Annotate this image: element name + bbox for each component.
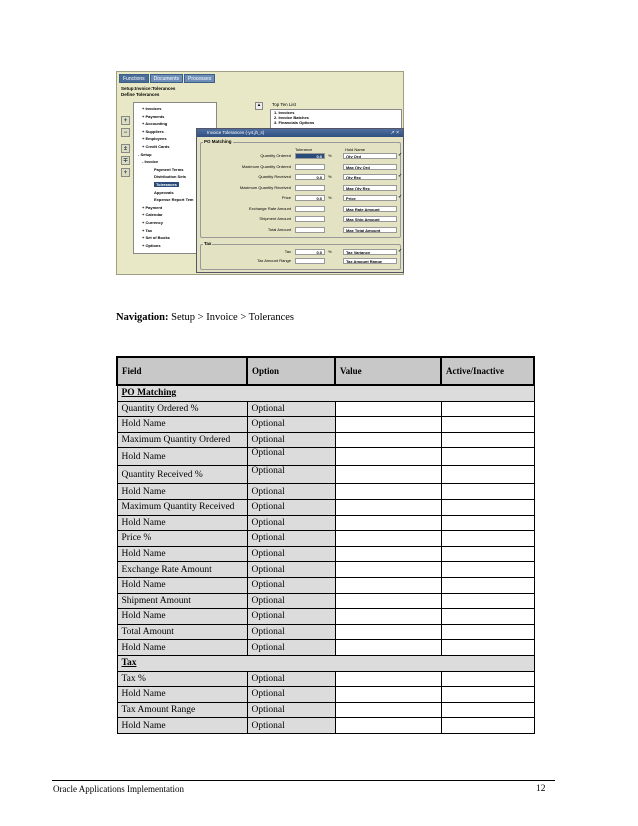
tree-item[interactable]: + Currency (142, 220, 164, 225)
field-label: Tax Amount Range (257, 258, 291, 263)
active-inactive-cell[interactable] (441, 609, 534, 625)
tree-item[interactable]: + Accounting (142, 121, 168, 127)
tree-item[interactable]: + Credit Cards (142, 144, 170, 149)
tolerances-table (116, 356, 535, 734)
tree-item[interactable]: + Options (142, 242, 161, 248)
page-number: 12 (536, 784, 546, 794)
hold-name-input[interactable]: Max Qty Rec (343, 185, 397, 191)
hold-name-input[interactable]: Qty Ord (343, 153, 397, 159)
value-cell[interactable] (335, 466, 441, 484)
hold-name-header: Hold Name (345, 147, 366, 152)
field-cell: Total Amount (117, 624, 247, 640)
field-cell: Hold Name (117, 448, 247, 466)
tab-documents[interactable]: Documents (150, 74, 183, 83)
active-inactive-cell[interactable] (441, 499, 534, 515)
option-cell: Optional (247, 417, 335, 433)
table-row (117, 484, 534, 500)
tolerance-input[interactable]: 0.0 (295, 195, 325, 201)
field-cell: Tax % (117, 671, 247, 687)
active-inactive-cell[interactable] (441, 718, 534, 734)
option-cell: Optional (247, 609, 335, 625)
active-inactive-cell[interactable] (441, 401, 534, 417)
check-icon[interactable]: ✓ (398, 194, 403, 200)
check-icon[interactable] (398, 227, 403, 232)
active-inactive-cell[interactable] (441, 624, 534, 640)
navigation-path: Setup > Invoice > Tolerances (171, 312, 295, 323)
tolerance-input[interactable]: 0.0 (295, 153, 325, 159)
value-cell[interactable] (335, 417, 441, 433)
percent-label: % (328, 174, 332, 179)
field-cell: Hold Name (117, 417, 247, 433)
active-inactive-cell[interactable] (441, 432, 534, 448)
field-label: Quantity Ordered (260, 153, 291, 158)
value-cell[interactable] (335, 687, 441, 703)
table-row (117, 531, 534, 547)
path-text: Setup:Invoice:Tolerances (121, 86, 176, 91)
field-cell: Hold Name (117, 640, 247, 656)
option-cell: Optional (247, 484, 335, 500)
table-row (117, 432, 534, 448)
field-label: Exchange Rate Amount (248, 205, 291, 211)
value-cell[interactable] (335, 515, 441, 531)
value-cell[interactable] (335, 577, 441, 593)
field-cell: Maximum Quantity Ordered (117, 432, 247, 448)
window-title-bar (197, 129, 403, 137)
option-cell: Optional (247, 562, 335, 578)
value-cell[interactable] (335, 546, 441, 562)
field-label: Tax (284, 249, 291, 254)
value-cell[interactable] (335, 718, 441, 734)
option-cell: Optional (247, 499, 335, 515)
active-inactive-cell[interactable] (441, 417, 534, 433)
tree-item[interactable]: + Invoices (142, 106, 162, 111)
hold-name-input[interactable]: Qty Rec (343, 174, 397, 180)
tree-item[interactable]: + Employees (142, 136, 167, 142)
table-row (117, 593, 534, 609)
tolerance-header: Tolerance (295, 147, 313, 152)
add-icon[interactable]: + (121, 168, 130, 177)
table-row (117, 401, 534, 417)
top-ten-item[interactable]: 3. Financials Options (274, 120, 315, 125)
tree-item[interactable]: Expense Report Tem (154, 197, 194, 203)
option-cell: Optional (247, 702, 335, 718)
collapse-all-icon[interactable]: ∓ (122, 158, 129, 164)
table-row (117, 417, 534, 433)
field-cell: Hold Name (117, 484, 247, 500)
table-row (117, 718, 534, 734)
field-label: Maximum Quantity Received (239, 184, 291, 190)
collapse-icon[interactable]: − (121, 128, 130, 137)
value-cell[interactable] (335, 484, 441, 500)
field-cell: Hold Name (117, 718, 247, 734)
option-cell: Optional (247, 671, 335, 687)
field-cell: Maximum Quantity Received (117, 499, 247, 515)
section-row-po-matching (117, 385, 534, 401)
field-cell: Shipment Amount (117, 593, 247, 609)
table-row (117, 624, 534, 640)
check-icon[interactable] (398, 164, 403, 169)
tax-group (200, 244, 401, 270)
active-inactive-cell[interactable] (441, 687, 534, 703)
option-cell: Optional (247, 401, 335, 417)
tree-item[interactable]: - Invoice (142, 159, 159, 165)
tolerance-input[interactable] (295, 185, 325, 191)
navigator-path (121, 86, 175, 98)
hold-name-input[interactable]: Tax Variance (343, 249, 397, 255)
tree-item[interactable]: Tolerances (156, 182, 177, 187)
table-row (117, 499, 534, 515)
value-cell[interactable] (335, 531, 441, 547)
option-cell: Optional (247, 687, 335, 703)
active-inactive-cell[interactable] (441, 577, 534, 593)
value-cell[interactable] (335, 448, 441, 466)
active-inactive-cell[interactable] (441, 515, 534, 531)
hold-name-input[interactable]: Max Qty Ord (343, 164, 397, 170)
option-cell: Optional (247, 593, 335, 609)
table-row (117, 466, 534, 484)
option-cell: Optional (247, 640, 335, 656)
option-cell: Optional (247, 432, 335, 448)
field-cell: Hold Name (117, 577, 247, 593)
hold-name-input[interactable]: Max Rate Amount (343, 206, 397, 212)
table-row (117, 640, 534, 656)
table-row (117, 577, 534, 593)
value-cell[interactable] (335, 432, 441, 448)
value-cell[interactable] (335, 499, 441, 515)
option-cell: Optional (247, 546, 335, 562)
tree-item[interactable]: + Calendar (142, 212, 163, 218)
expand-icon[interactable]: + (121, 116, 130, 125)
active-inactive-cell[interactable] (441, 702, 534, 718)
active-inactive-cell[interactable] (441, 640, 534, 656)
tax-caption: Tax (204, 241, 212, 246)
invoice-tolerances-window (196, 128, 404, 273)
active-inactive-cell[interactable] (441, 546, 534, 562)
field-cell: Price % (117, 531, 247, 547)
header-active-inactive: Active/Inactive (441, 357, 534, 385)
check-icon[interactable]: ✓ (398, 152, 403, 158)
check-icon[interactable] (398, 206, 403, 211)
percent-label: % (328, 153, 332, 158)
top-ten-item[interactable]: 2. Invoice Batches (274, 115, 309, 120)
header-option: Option (247, 357, 335, 385)
field-cell: Hold Name (117, 515, 247, 531)
field-label: Quantity Received (258, 174, 291, 179)
hold-name-input[interactable]: Max Total Amount (343, 227, 397, 233)
option-cell: Optional (247, 531, 335, 547)
navigation-line (116, 310, 294, 326)
active-inactive-cell[interactable] (441, 448, 534, 466)
active-inactive-cell[interactable] (441, 671, 534, 687)
table-row (117, 687, 534, 703)
tree-item[interactable]: + Suppliers (142, 128, 164, 134)
percent-label: % (328, 195, 332, 200)
field-cell: Hold Name (117, 687, 247, 703)
value-cell[interactable] (335, 702, 441, 718)
field-cell: Hold Name (117, 609, 247, 625)
value-cell[interactable] (335, 593, 441, 609)
tolerance-input[interactable] (295, 164, 325, 170)
tab-processes[interactable]: Processes (184, 74, 215, 83)
field-cell: Tax Amount Range (117, 702, 247, 718)
tolerance-input[interactable] (295, 216, 325, 222)
top-ten-label: Top Ten List (272, 102, 296, 107)
field-cell: Quantity Ordered % (117, 401, 247, 417)
expand-all-icon[interactable]: ± (121, 144, 130, 153)
table-row (117, 562, 534, 578)
table-header-row (117, 357, 534, 385)
tree-item[interactable]: + Payment (142, 204, 163, 210)
value-cell[interactable] (335, 624, 441, 640)
window-title: Invoice Tolerances (-y4,jh_s) (207, 130, 265, 135)
option-cell: Optional (247, 718, 335, 734)
check-icon[interactable]: ✓ (398, 173, 403, 179)
table-row (117, 609, 534, 625)
tolerance-input[interactable] (295, 258, 325, 264)
table-row (117, 448, 534, 466)
window-controls-icon[interactable]: ↗ × (390, 130, 399, 136)
option-cell: Optional (247, 577, 335, 593)
table-row (117, 702, 534, 718)
tolerance-input[interactable]: 0.0 (295, 174, 325, 180)
field-cell: Quantity Received % (117, 466, 247, 484)
value-cell[interactable] (335, 671, 441, 687)
field-cell: Hold Name (117, 546, 247, 562)
section-title: PO Matching (117, 385, 534, 401)
field-cell: Exchange Rate Amount (117, 562, 247, 578)
tree-item[interactable]: Distribution Sets (154, 174, 187, 180)
top-ten-item[interactable]: 1. Invoices (274, 110, 295, 115)
header-field: Field (117, 357, 247, 385)
active-inactive-cell[interactable] (441, 562, 534, 578)
percent-label: % (328, 249, 332, 254)
field-label: Maximum Quantity Ordered (241, 163, 291, 169)
tree-item[interactable]: + Payments (142, 113, 165, 119)
footer-rule (52, 780, 555, 781)
header-value: Value (335, 357, 441, 385)
value-cell[interactable] (335, 562, 441, 578)
section-row-tax (117, 655, 534, 671)
po-matching-caption: PO Matching (204, 139, 232, 144)
tolerance-input[interactable] (295, 227, 325, 233)
tree-item[interactable]: Approvals (154, 189, 174, 195)
check-icon[interactable] (398, 216, 403, 221)
path-subtitle: Define Tolerances (121, 92, 160, 97)
option-cell: Optional (247, 515, 335, 531)
hold-name-input[interactable]: Price (343, 195, 397, 201)
tree-item[interactable]: - Setup (138, 151, 152, 157)
hold-name-input[interactable]: Tax Amount Range (343, 258, 397, 264)
scroll-up-icon[interactable]: ▴ (255, 102, 263, 110)
check-icon[interactable] (398, 258, 403, 263)
footer-title: Oracle Applications Implementation (53, 784, 184, 794)
tree-item[interactable]: Payment Terms (154, 166, 184, 172)
tab-functions[interactable]: Functions (119, 74, 149, 83)
table-row (117, 671, 534, 687)
field-label: Price (281, 195, 291, 200)
tree-item[interactable]: + Set of Books (142, 235, 170, 241)
option-cell: Optional (247, 466, 335, 484)
option-cell: Optional (247, 624, 335, 640)
active-inactive-cell[interactable] (441, 593, 534, 609)
field-label: Total Amount (267, 226, 291, 232)
active-inactive-cell[interactable] (441, 484, 534, 500)
navigation-label: Navigation: (116, 312, 169, 323)
table-row (117, 546, 534, 562)
active-inactive-cell[interactable] (441, 466, 534, 484)
value-cell[interactable] (335, 609, 441, 625)
value-cell[interactable] (335, 640, 441, 656)
hold-name-input[interactable]: Max Ship Amount (343, 216, 397, 222)
field-label: Shipment Amount (259, 216, 291, 221)
option-cell: Optional (247, 448, 335, 466)
tolerance-input[interactable] (295, 206, 325, 212)
section-title: Tax (117, 655, 534, 671)
check-icon[interactable] (398, 185, 403, 190)
tolerance-input[interactable]: 0.0 (295, 249, 325, 255)
check-icon[interactable]: ✓ (398, 248, 403, 254)
navigator-tabs (119, 74, 216, 83)
value-cell[interactable] (335, 401, 441, 417)
table-row (117, 515, 534, 531)
tree-item[interactable]: + Tax (142, 227, 153, 233)
active-inactive-cell[interactable] (441, 531, 534, 547)
